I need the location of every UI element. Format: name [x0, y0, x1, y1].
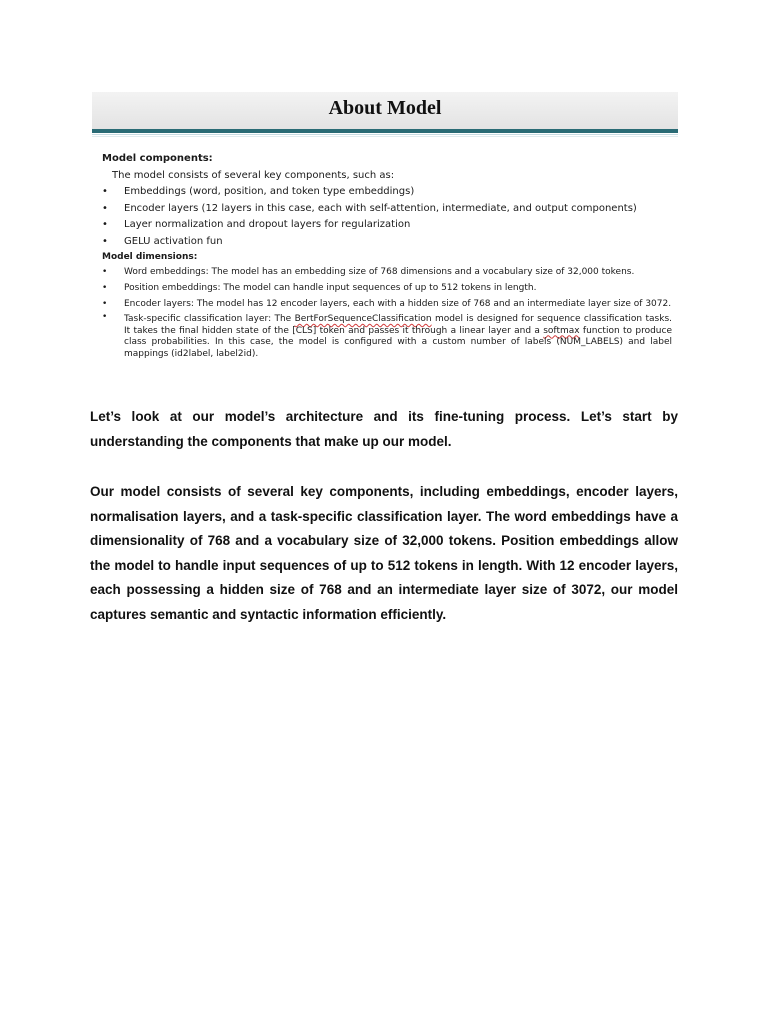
list-item-text: Encoder layers: The model has 12 encoder layers, each with a hidden size of 768 and an intermediate layer size of 3072.: [124, 299, 672, 309]
list-item: [102, 296, 678, 312]
figure-title: About Model: [328, 97, 442, 119]
list-item: [102, 217, 678, 234]
dimensions-heading: Model dimensions:: [102, 252, 198, 262]
list-item: [102, 234, 678, 251]
bullet: •: [102, 235, 108, 247]
dimensions-list: [102, 264, 678, 360]
list-item-text: Word embeddings: The model has an embedding size of 768 dimensions and a vocabulary size of 32,000 tokens.: [124, 267, 635, 277]
body-paragraph-2: Our model consists of several key components, including embeddings, encoder layers, normalisation layers, and a task-specific classification layer. The word embeddings have a dimensionality of 768 and a vocabulary size of 32,000 tokens. Position embeddings allow the model to handle input sequences of up to 512 tokens in length. With 12 encoder layers, each possessing a hidden size of 768 and an intermediate layer size of 3072, our model captures semantic and syntactic information efficiently.: [90, 484, 678, 622]
list-item: [102, 280, 678, 296]
banner-rule-thin: [92, 134, 678, 135]
list-item: [102, 312, 678, 360]
about-model-figure: [92, 92, 678, 360]
list-item-text: GELU activation fun: [124, 235, 223, 247]
figure-banner: [92, 92, 678, 129]
classification-suffix: function to produce class probabilities. In this case, the model is configured with a custom number of labels (NUM_LABELS) and label mappings (id2label, label2id).: [124, 325, 672, 359]
list-item-text: Layer normalization and dropout layers for regularization: [124, 219, 411, 230]
list-item: [102, 184, 678, 201]
figure-body: [92, 137, 678, 360]
bullet: •: [102, 202, 108, 214]
bullet: •: [102, 312, 108, 322]
list-item-text: Encoder layers (12 layers in this case, each with self-attention, intermediate, and output components): [124, 202, 637, 214]
bullet: •: [102, 186, 108, 197]
bullet: •: [102, 267, 108, 277]
softmax-spellcheck: softmax: [543, 325, 580, 336]
components-intro: The model consists of several key components, such as:: [112, 169, 395, 181]
bullet: •: [102, 283, 108, 293]
components-heading: Model components:: [102, 153, 213, 164]
class-name-spellcheck: BertForSequenceClassification: [294, 314, 432, 324]
components-list: [102, 184, 678, 250]
list-item: [102, 264, 678, 280]
list-item: [102, 201, 678, 218]
list-item-text: Position embeddings: The model can handle input sequences of up to 512 tokens in length.: [124, 283, 537, 293]
bullet: •: [102, 299, 108, 309]
list-item-text: Embeddings (word, position, and token type embeddings): [124, 186, 415, 197]
classification-prefix: Task-specific classification layer: The: [124, 314, 295, 324]
bullet: •: [102, 219, 108, 230]
body-paragraph-1: Let’s look at our model’s architecture and its fine-tuning process. Let’s start by understanding the components that make up our model.: [90, 409, 678, 449]
classification-middle: model is designed for sequence classification tasks. It takes the final hidden state of the [CLS] token and passes it through a linear layer and a: [124, 314, 672, 336]
banner-rule: [92, 129, 678, 133]
